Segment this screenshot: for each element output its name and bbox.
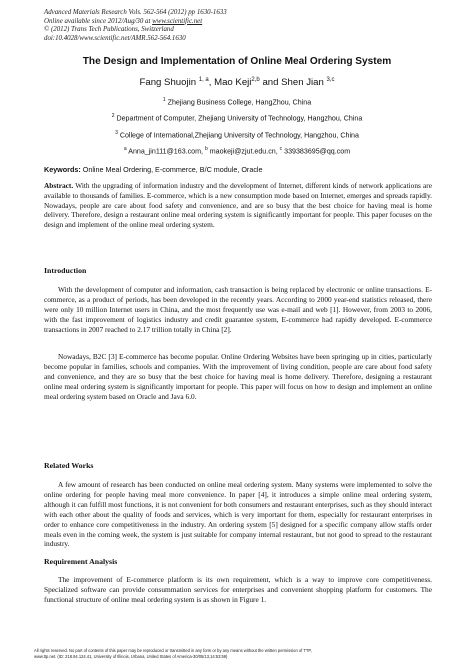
affiliation-sup: 3 xyxy=(115,129,118,136)
abstract-text: With the upgrading of information industry and the development of Internet, different kinds of network applications are available to thousands of families. E-commerce, which is a new consumption mode based on Internet, emerges and spreads rapidly. Nowadays, people are care about food safety and convenience, and are so busy that the best choice for having meal is home delivery. Therefore, design a restaurant online meal ordering system is significantly important for people. This paper focuses on the design and implement of the online meal ordering system. xyxy=(44,181,432,230)
online-availability-text: Online available since 2012/Aug/30 at xyxy=(44,17,153,25)
author-name: Fang Shuojin xyxy=(139,77,197,89)
email-sup: c xyxy=(279,145,283,152)
affiliations xyxy=(0,94,474,159)
copyright-line: © (2012) Trans Tech Publications, Switzerland xyxy=(44,26,174,34)
author-sup: 3,c xyxy=(326,77,335,83)
footer-rights: All rights reserved. No part of contents of this paper may be reproduced or transmitted in any form or by any means without the written permission of TTP, xyxy=(34,648,312,653)
paper-title: The Design and Implementation of Online Meal Ordering System xyxy=(82,56,392,67)
abstract xyxy=(44,181,432,230)
email-address[interactable]: 339383695@qq.com xyxy=(284,147,351,156)
affiliation-line xyxy=(0,94,474,110)
abstract-label: Abstract. xyxy=(44,181,74,190)
doi-line: doi:10.4028/www.scientific.net/AMR.562-564.1630 xyxy=(44,34,186,42)
email-line xyxy=(0,143,474,159)
journal-header xyxy=(44,9,227,43)
email-address[interactable]: Anna_jin111@163.com, xyxy=(128,147,203,156)
scientific-net-link[interactable]: www.scientific.net xyxy=(152,17,203,25)
affiliation-line xyxy=(0,110,474,126)
section-heading: Introduction xyxy=(44,266,87,275)
online-availability xyxy=(44,18,227,27)
keywords-label: Keywords: xyxy=(44,165,81,174)
footer-access-info: www.ttp.net. (ID: 218.94.124.41, University of Illinois, Urbana, United States of America-30/05/13,14:53:59) xyxy=(34,653,228,659)
email-sup: b xyxy=(204,145,208,152)
author-separator: and xyxy=(262,77,279,89)
affiliation-text: College of International,Zhejiang University of Technology, Hangzhou, China xyxy=(119,130,359,139)
affiliation-sup: 1 xyxy=(162,97,166,103)
body-paragraph xyxy=(44,352,432,402)
section-heading: Requirement Analysis xyxy=(44,557,118,566)
author-separator: , xyxy=(208,77,212,89)
author-name: Mao Keji xyxy=(214,77,252,89)
email-sup: a xyxy=(123,145,127,152)
keywords xyxy=(44,165,434,174)
body-paragraph xyxy=(44,480,432,549)
body-paragraph xyxy=(44,575,432,605)
section-heading: Related Works xyxy=(44,461,94,470)
paragraph-text: Nowadays, B2C [3] E-commerce has become popular. Online Ordering Websites have been springing up in cities, particularly become popular in families, schools and companies. With the improvement of living condition, people are care about food safety and convenience, and they are so busy that the best choice for having meal is home delivery. Therefore, designing a restaurant online meal ordering system is significantly important for people. This paper will focus on how to design and implement an online meal ordering system based on Oracle and Java 6.0. xyxy=(44,352,432,401)
body-paragraph xyxy=(44,285,432,335)
journal-citation: Advanced Materials Research Vols. 562-564 (2012) pp 1630-1633 xyxy=(44,9,227,16)
author-name: Shen Jian xyxy=(281,77,324,89)
paragraph-text: A few amount of research has been conducted on online meal ordering system. Many systems were implemented to solve the online ordering for people having meal more convenience. In paper [4], it introduces a simple online meal ordering system, although it can fulfill most functions, it is not convenient for both consumers and restaurant enterprises, such as they should interact with each other about the quality of foods and services, which is very important for them, especially for restaurant enterprises in order to enhance core competitiveness in the industry. An ordering system [5] designed for a specific company allow staffs order meals even in the coming week, the system is just suitable for company internal restaurant, but not good to spread to the restaurant industry. xyxy=(44,480,432,549)
email-address[interactable]: maokeji@zjut.edu.cn, xyxy=(209,147,278,156)
page-footer xyxy=(34,648,454,660)
author-sup: 1, a xyxy=(198,77,209,83)
author-list xyxy=(0,77,474,88)
affiliation-sup: 2 xyxy=(111,113,115,120)
affiliation-text: Department of Computer, Zhejiang University of Technology, Hangzhou, China xyxy=(116,114,363,123)
author-sup: 2,b xyxy=(251,77,260,83)
keywords-text: Online Meal Ordering, E-commerce, B/C module, Oracle xyxy=(82,165,263,174)
paragraph-text: With the development of computer and information, cash transaction is being replaced by electronic or online transactions. E-commerce, as a product of periods, has been developed in the recently years. According to 2000 year-end statistics released, there were only 10 million Internet users in China, and the most frequently use was e-mail and web [1]. However, from 2003 to 2006, with the fast improvement of logistics industry and credit guarantee system, E-commerce had rapidly developed. E-commerce transactions in 2007 reached to 2.17 trillion totally in China [2]. xyxy=(44,285,432,334)
affiliation-line xyxy=(0,127,474,143)
paragraph-text: The improvement of E-commerce platform is its own requirement, which is a way to improve core competitiveness. Specialized software can provide consummation services for enterprises and convenient shopping platform for customers. The functional structure of online meal ordering system is as shown in Figure 1. xyxy=(44,575,432,604)
affiliation-text: Zhejiang Business College, HangZhou, China xyxy=(167,98,312,107)
